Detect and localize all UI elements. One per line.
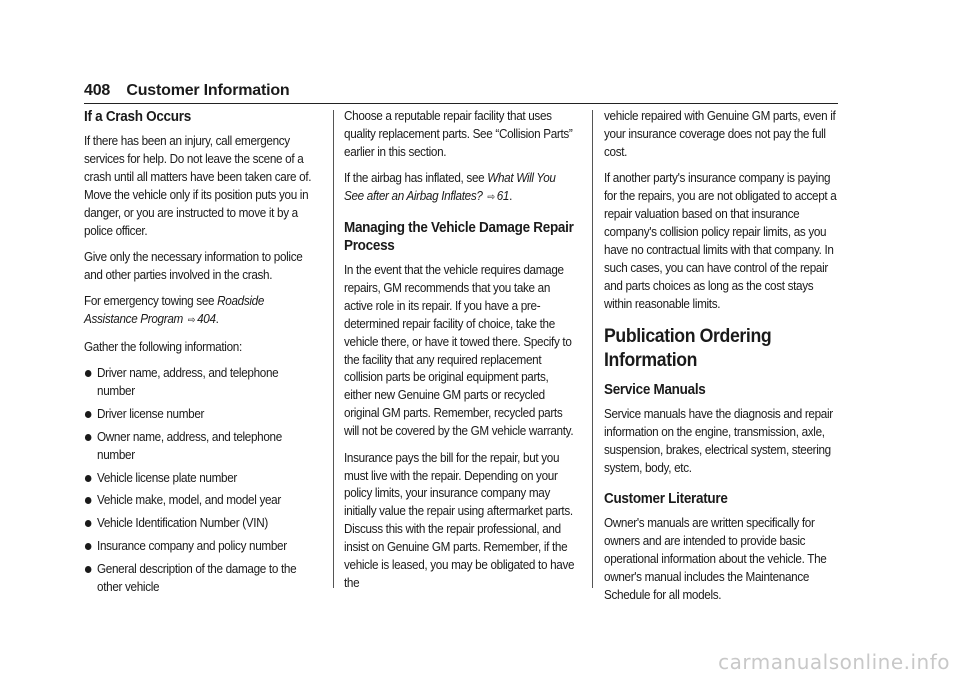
text: For emergency towing see xyxy=(84,294,218,309)
paragraph: If there has been an injury, call emergency services for help. Do not leave the scene of a crash until all matters have been taken care of. Move the vehicle only if its position puts you in danger, or you are instructed to move it by a police officer. xyxy=(84,134,312,238)
list-item xyxy=(84,365,313,401)
list-item-text: Vehicle make, model, and model year xyxy=(97,493,281,508)
list-item xyxy=(84,515,313,533)
column-2 xyxy=(344,108,575,601)
list-item-text: Vehicle Identification Number (VIN) xyxy=(97,516,268,531)
paragraph: vehicle repaired with Genuine GM parts, even if your insurance coverage does not pay the full cost. xyxy=(604,109,836,159)
link-airbag-inflates[interactable]: What Will You See after an Airbag Inflates? xyxy=(344,171,556,204)
bullet-icon xyxy=(85,566,92,573)
list-item-text: Insurance company and policy number xyxy=(97,539,287,554)
page-number: 408 xyxy=(84,82,111,99)
paragraph: Gather the following information: xyxy=(84,339,242,354)
list-item xyxy=(84,429,313,465)
list-item-text: Driver name, address, and telephone number xyxy=(97,365,279,398)
list-item-text: General description of the damage to the other vehicle xyxy=(97,562,297,595)
heading-damage-repair: Managing the Vehicle Damage Repair Process xyxy=(344,220,574,255)
column-divider-2 xyxy=(592,110,593,588)
heading-service-manuals: Service Manuals xyxy=(604,382,706,399)
bullet-icon xyxy=(85,475,92,482)
link-roadside-assistance[interactable]: Roadside Assistance Program xyxy=(84,294,265,327)
info-list xyxy=(84,365,313,597)
page-ref-61[interactable]: 61 xyxy=(496,189,510,204)
paragraph-towing xyxy=(84,293,313,330)
page-header xyxy=(84,82,838,100)
column-1 xyxy=(84,108,313,602)
paragraph: Service manuals have the diagnosis and repair information on the engine, transmission, axle, suspension, brakes, electrical system, steering system, body, etc. xyxy=(604,407,833,476)
list-item xyxy=(84,470,313,488)
watermark: carmanualsonline.info xyxy=(718,650,950,674)
text: . xyxy=(215,312,219,327)
page-arrow-icon: ⇨ xyxy=(487,192,495,204)
bullet-icon xyxy=(85,411,92,418)
paragraph-airbag xyxy=(344,170,575,207)
paragraph: If another party's insurance company is paying for the repairs, you are not obligated to accept a repair valuation based on that insurance company's collision policy repair limits, as you have no contractual limits with that company. In such cases, you can have control of the repair and parts choices as long as the cost stays within reasonable limits. xyxy=(604,171,837,311)
list-item xyxy=(84,538,313,556)
heading-customer-literature: Customer Literature xyxy=(604,491,728,508)
bullet-icon xyxy=(85,370,92,377)
page-arrow-icon: ⇨ xyxy=(187,315,196,327)
header-rule xyxy=(84,103,838,104)
paragraph: Owner's manuals are written specifically for owners and are intended to provide basic operational information about the vehicle. The owner's manual includes the Maintenance Schedule for all models. xyxy=(604,516,827,602)
heading-publication-ordering: Publication Ordering Information xyxy=(604,326,772,372)
chapter-title: Customer Information xyxy=(126,82,290,99)
text: If the airbag has inflated, see xyxy=(344,171,488,186)
bullet-icon xyxy=(85,497,92,504)
bullet-icon xyxy=(85,434,92,441)
list-item-text: Vehicle license plate number xyxy=(97,470,238,485)
heading-crash: If a Crash Occurs xyxy=(84,109,191,125)
list-item xyxy=(84,492,313,510)
list-item-text: Driver license number xyxy=(97,406,205,421)
page-ref-404[interactable]: 404 xyxy=(197,312,216,327)
column-3 xyxy=(604,108,837,613)
text: . xyxy=(509,189,513,204)
paragraph: Insurance pays the bill for the repair, but you must live with the repair. Depending on your policy limits, your insurance company may initially value the repair using aftermarket parts. Discuss this with the repair professional, and insist on Genuine GM parts. Remember, if the vehicle is leased, you may be obligated to have the xyxy=(344,450,575,590)
column-divider-1 xyxy=(333,110,334,588)
bullet-icon xyxy=(85,543,92,550)
paragraph: Give only the necessary information to police and other parties involved in the crash. xyxy=(84,249,303,282)
paragraph: Choose a reputable repair facility that uses quality replacement parts. See “Collision Parts” earlier in this section. xyxy=(344,109,573,159)
list-item xyxy=(84,406,313,424)
bullet-icon xyxy=(85,520,92,527)
paragraph: In the event that the vehicle requires damage repairs, GM recommends that you take an active role in its repair. If you have a pre-determined repair facility of choice, take the vehicle there, or have it towed there. Specify to the facility that any required replacement collision parts be original equipment parts, either new Genuine GM parts or recycled original GM parts. Remember, recycled parts will not be covered by the GM vehicle warranty. xyxy=(344,263,574,439)
list-item xyxy=(84,561,313,597)
list-item-text: Owner name, address, and telephone number xyxy=(97,429,282,462)
